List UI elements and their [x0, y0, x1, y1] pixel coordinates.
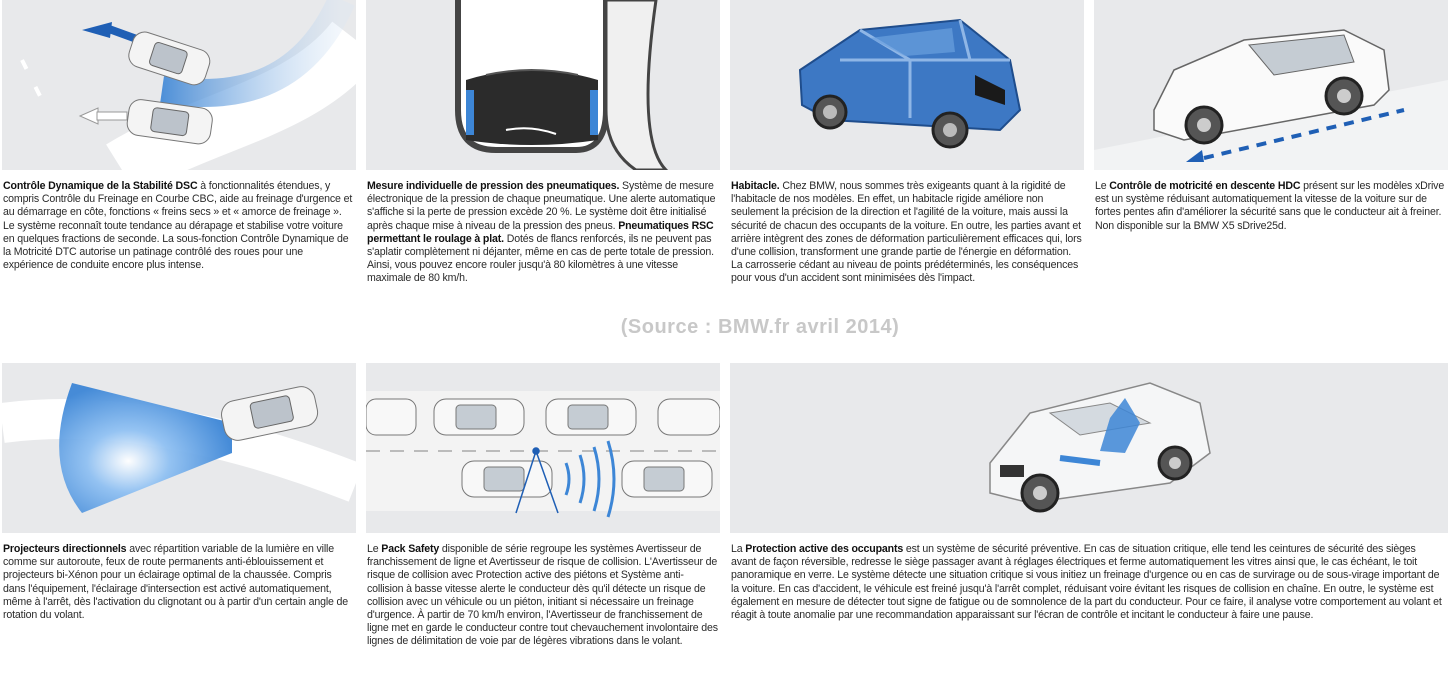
hdc-illustration — [1094, 0, 1448, 170]
dsc-illustration — [2, 0, 356, 170]
pack-safety-description: Le Pack Safety disponible de série regroupe les systèmes Avertisseur de franchissement de ligne et Avertisseur de risque de collision. L'Avertisseur de risque de collision avec Protection active des piétons et Système anti-collision à basse vitesse alerte le conducteur dès qu'il détecte un risque de collision avec un véhicule ou un piéton, initiant si nécessaire un freinage d'urgence. À partir de 70 km/h environ, l'Avertisseur de franchissement de ligne met en garde le conducteur contre tout chevauchement involontaire des lignes de délimitation de voie par de légères vibrations dans le volant. — [367, 543, 718, 648]
habitacle-title: Habitacle. — [731, 180, 780, 192]
protection-illustration — [730, 363, 1448, 533]
projecteurs-title: Projecteurs directionnels — [3, 543, 127, 555]
habitacle-description: Habitacle. Chez BMW, nous sommes très exigeants quant à la rigidité de l'habitacle de nos modèles. En effet, un habitacle rigide améliore non seulement la précision de la direction et l'agilité de la voiture, mais aussi la sécurité de chacun des occupants de la voiture. En outre, les parties avant et arrière intègrent des zones de déformation particulièrement efficaces qui, lors d'une collision, transforment une grande partie de l'énergie en déformation. La carrosserie cédant au niveau de points prédéterminés, les conséquences pour vous d'un accident sont minimisées dès l'impact. — [731, 180, 1082, 285]
tpms-illustration — [366, 0, 720, 170]
hdc-title: Contrôle de motricité en descente HDC — [1109, 180, 1301, 192]
source-caption: (Source : BMW.fr avril 2014) — [620, 316, 900, 338]
hdc-description: Le Contrôle de motricité en descente HDC présent sur les modèles xDrive est un système réduisant automatiquement la vitesse de la voiture sur de fortes pentes afin d'améliorer la sécurité sans que le conducteur ait à freiner. Non disponible sur la BMW X5 sDrive25d. — [1095, 180, 1445, 232]
dsc-description: Contrôle Dynamique de la Stabilité DSC à fonctionnalités étendues, y compris Contrôle du Freinage en Courbe CBC, aide au freinage d'urgence et au démarrage en côte, fonctions « freins secs » et « amorce de freinage ». Le système reconnaît toute tendance au dérapage et stabilise votre voiture en quelques fractions de seconde. La sous-fonction Contrôle Dynamique de la Motricité DTC autorise un patinage contrôlé des roues pour une expérience de conduite encore plus intense. — [3, 180, 353, 272]
protection-description: La Protection active des occupants est un système de sécurité préventive. En cas de situation critique, elle tend les ceintures de sécurité des sièges avant de façon réversible, redresse le siège passager avant à réglages électriques et ferme automatiquement les vitres ainsi que, le cas échéant, le toit panoramique en verre. Le système détecte une situation critique si vous initiez un freinage d'urgence ou en cas de survirage ou de sous-virage important de la voiture. En cas d'accident, le véhicule est freiné jusqu'à l'arrêt complet, réduisant voire évitant les risques de collision en chaîne. En outre, le système est également en mesure de détecter tout signe de fatigue ou de somnolence de la part du conducteur. Pour ce faire, il analyse votre comportement au volant et réagit à toute anomalie par une recommandation apparaissant sur l'écran de contrôle et incitant le conducteur à faire une pause. — [731, 543, 1442, 622]
pack-safety-illustration — [366, 363, 720, 533]
tpms-title: Mesure individuelle de pression des pneumatiques. — [367, 180, 620, 192]
pack-safety-title: Pack Safety — [381, 543, 440, 555]
projecteurs-illustration — [2, 363, 356, 533]
tpms-description: Mesure individuelle de pression des pneumatiques. Système de mesure électronique de la pression de chaque pneumatique. Une alerte automatique s'affiche si la perte de pression excède 20 %. Le système doit être initialisé après chaque mise à niveau de la pression des pneus. Pneumatiques RSC permettant le roulage à plat. Dotés de flancs renforcés, ils ne peuvent pas s'aplatir complètement ni déjanter, même en cas de perte totale de pression. Ainsi, vous pouvez encore rouler jusqu'à 80 kilomètres à une vitesse maximale de 80 km/h. — [367, 180, 716, 285]
projecteurs-description: Projecteurs directionnels avec répartition variable de la lumière en ville comme sur autoroute, feux de route permanents anti-éblouissement et projecteurs bi-Xénon pour un éclairage optimal de la chaussée. Compris dans l'équipement, l'éclairage d'intersection est activé automatiquement, même à l'arrêt, dès l'activation du clignotant ou à partir d'un certain angle de rotation du volant. — [3, 543, 349, 622]
protection-title: Protection active des occupants — [745, 543, 904, 555]
habitacle-illustration — [730, 0, 1084, 170]
rsc-title: Pneumatiques RSC permettant le roulage à plat. — [367, 219, 714, 245]
dsc-title: Contrôle Dynamique de la Stabilité DSC — [3, 180, 198, 192]
